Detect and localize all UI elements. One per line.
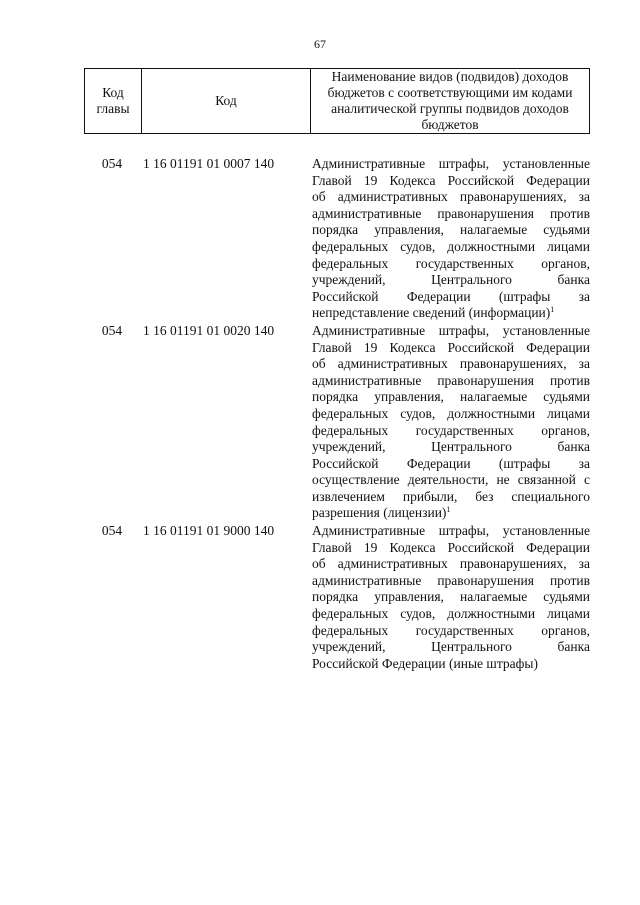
description-line: непредставление сведений (информации)$^1$: [312, 305, 555, 321]
description-line: осуществление деятельности, не связанной с: [312, 472, 590, 488]
description-line: Главой 19 Кодекса Российской Федерации: [312, 539, 590, 555]
description-line: Главой 19 Кодекса Российской Федерации: [312, 172, 590, 188]
description-line: разрешения (лицензии)$^1$: [312, 505, 451, 521]
description-line: административные правонарушения против: [312, 205, 590, 221]
description-line: Административные штрафы, установленные: [312, 523, 590, 539]
description-line: учреждений, Центрального банка: [312, 639, 590, 655]
description-cell: [309, 323, 590, 522]
table-row: [84, 323, 590, 522]
footnote-marker: 1: [550, 305, 555, 315]
footnote-marker: 1: [446, 505, 451, 515]
description-line: Российской Федерации (штрафы за: [312, 288, 590, 304]
income-code-cell: 1 16 01191 01 9000 140: [143, 523, 275, 539]
chapter-code-cell: 054: [101, 322, 123, 338]
description-line: порядка управления, налагаемые судьями: [312, 222, 590, 238]
description-line: федеральных судов, должностными лицами: [312, 405, 590, 421]
description-line: об административных правонарушениях, за: [312, 356, 590, 372]
table-body: [84, 156, 590, 673]
header-chapter-code: Код главы: [96, 85, 130, 116]
description-line: Российской Федерации (иные штрафы): [312, 655, 538, 671]
table-row: [84, 156, 590, 322]
description-line: административные правонарушения против: [312, 572, 590, 588]
description-line: Административные штрафы, установленные: [312, 156, 590, 171]
description-line: федеральных государственных органов,: [312, 422, 590, 438]
table-header: [84, 68, 590, 134]
income-code-cell: 1 16 01191 01 0007 140: [143, 156, 275, 171]
description-line: федеральных государственных органов,: [312, 255, 590, 271]
description-line: федеральных судов, должностными лицами: [312, 238, 590, 254]
description-line: об административных правонарушениях, за: [312, 189, 590, 205]
description-line: Административные штрафы, установленные: [312, 322, 590, 338]
description-cell: [309, 156, 590, 322]
description-line: Российской Федерации (штрафы за: [312, 455, 590, 471]
page-number: 67: [314, 37, 326, 51]
header-code: Код: [141, 69, 310, 133]
header-name: Наименование видов (подвидов) доходов бюджетов с соответствующими им кодами аналитической группы подвидов доходов бюджетов: [310, 69, 589, 133]
description-line: извлечением прибыли, без специального: [312, 488, 590, 504]
description-line: учреждений, Центрального банка: [312, 272, 590, 288]
chapter-code-cell: 054: [101, 523, 123, 539]
description-line: учреждений, Центрального банка: [312, 439, 590, 455]
description-line: об административных правонарушениях, за: [312, 556, 590, 572]
income-code-cell: 1 16 01191 01 0020 140: [143, 322, 275, 338]
description-line: федеральных судов, должностными лицами: [312, 606, 590, 622]
description-line: Главой 19 Кодекса Российской Федерации: [312, 339, 590, 355]
description-line: порядка управления, налагаемые судьями: [312, 389, 590, 405]
description-line: федеральных государственных органов,: [312, 622, 590, 638]
chapter-code-cell: 054: [101, 156, 123, 171]
description-line: порядка управления, налагаемые судьями: [312, 589, 590, 605]
description-line: административные правонарушения против: [312, 372, 590, 388]
table-row: [84, 523, 590, 672]
description-cell: [309, 523, 590, 672]
